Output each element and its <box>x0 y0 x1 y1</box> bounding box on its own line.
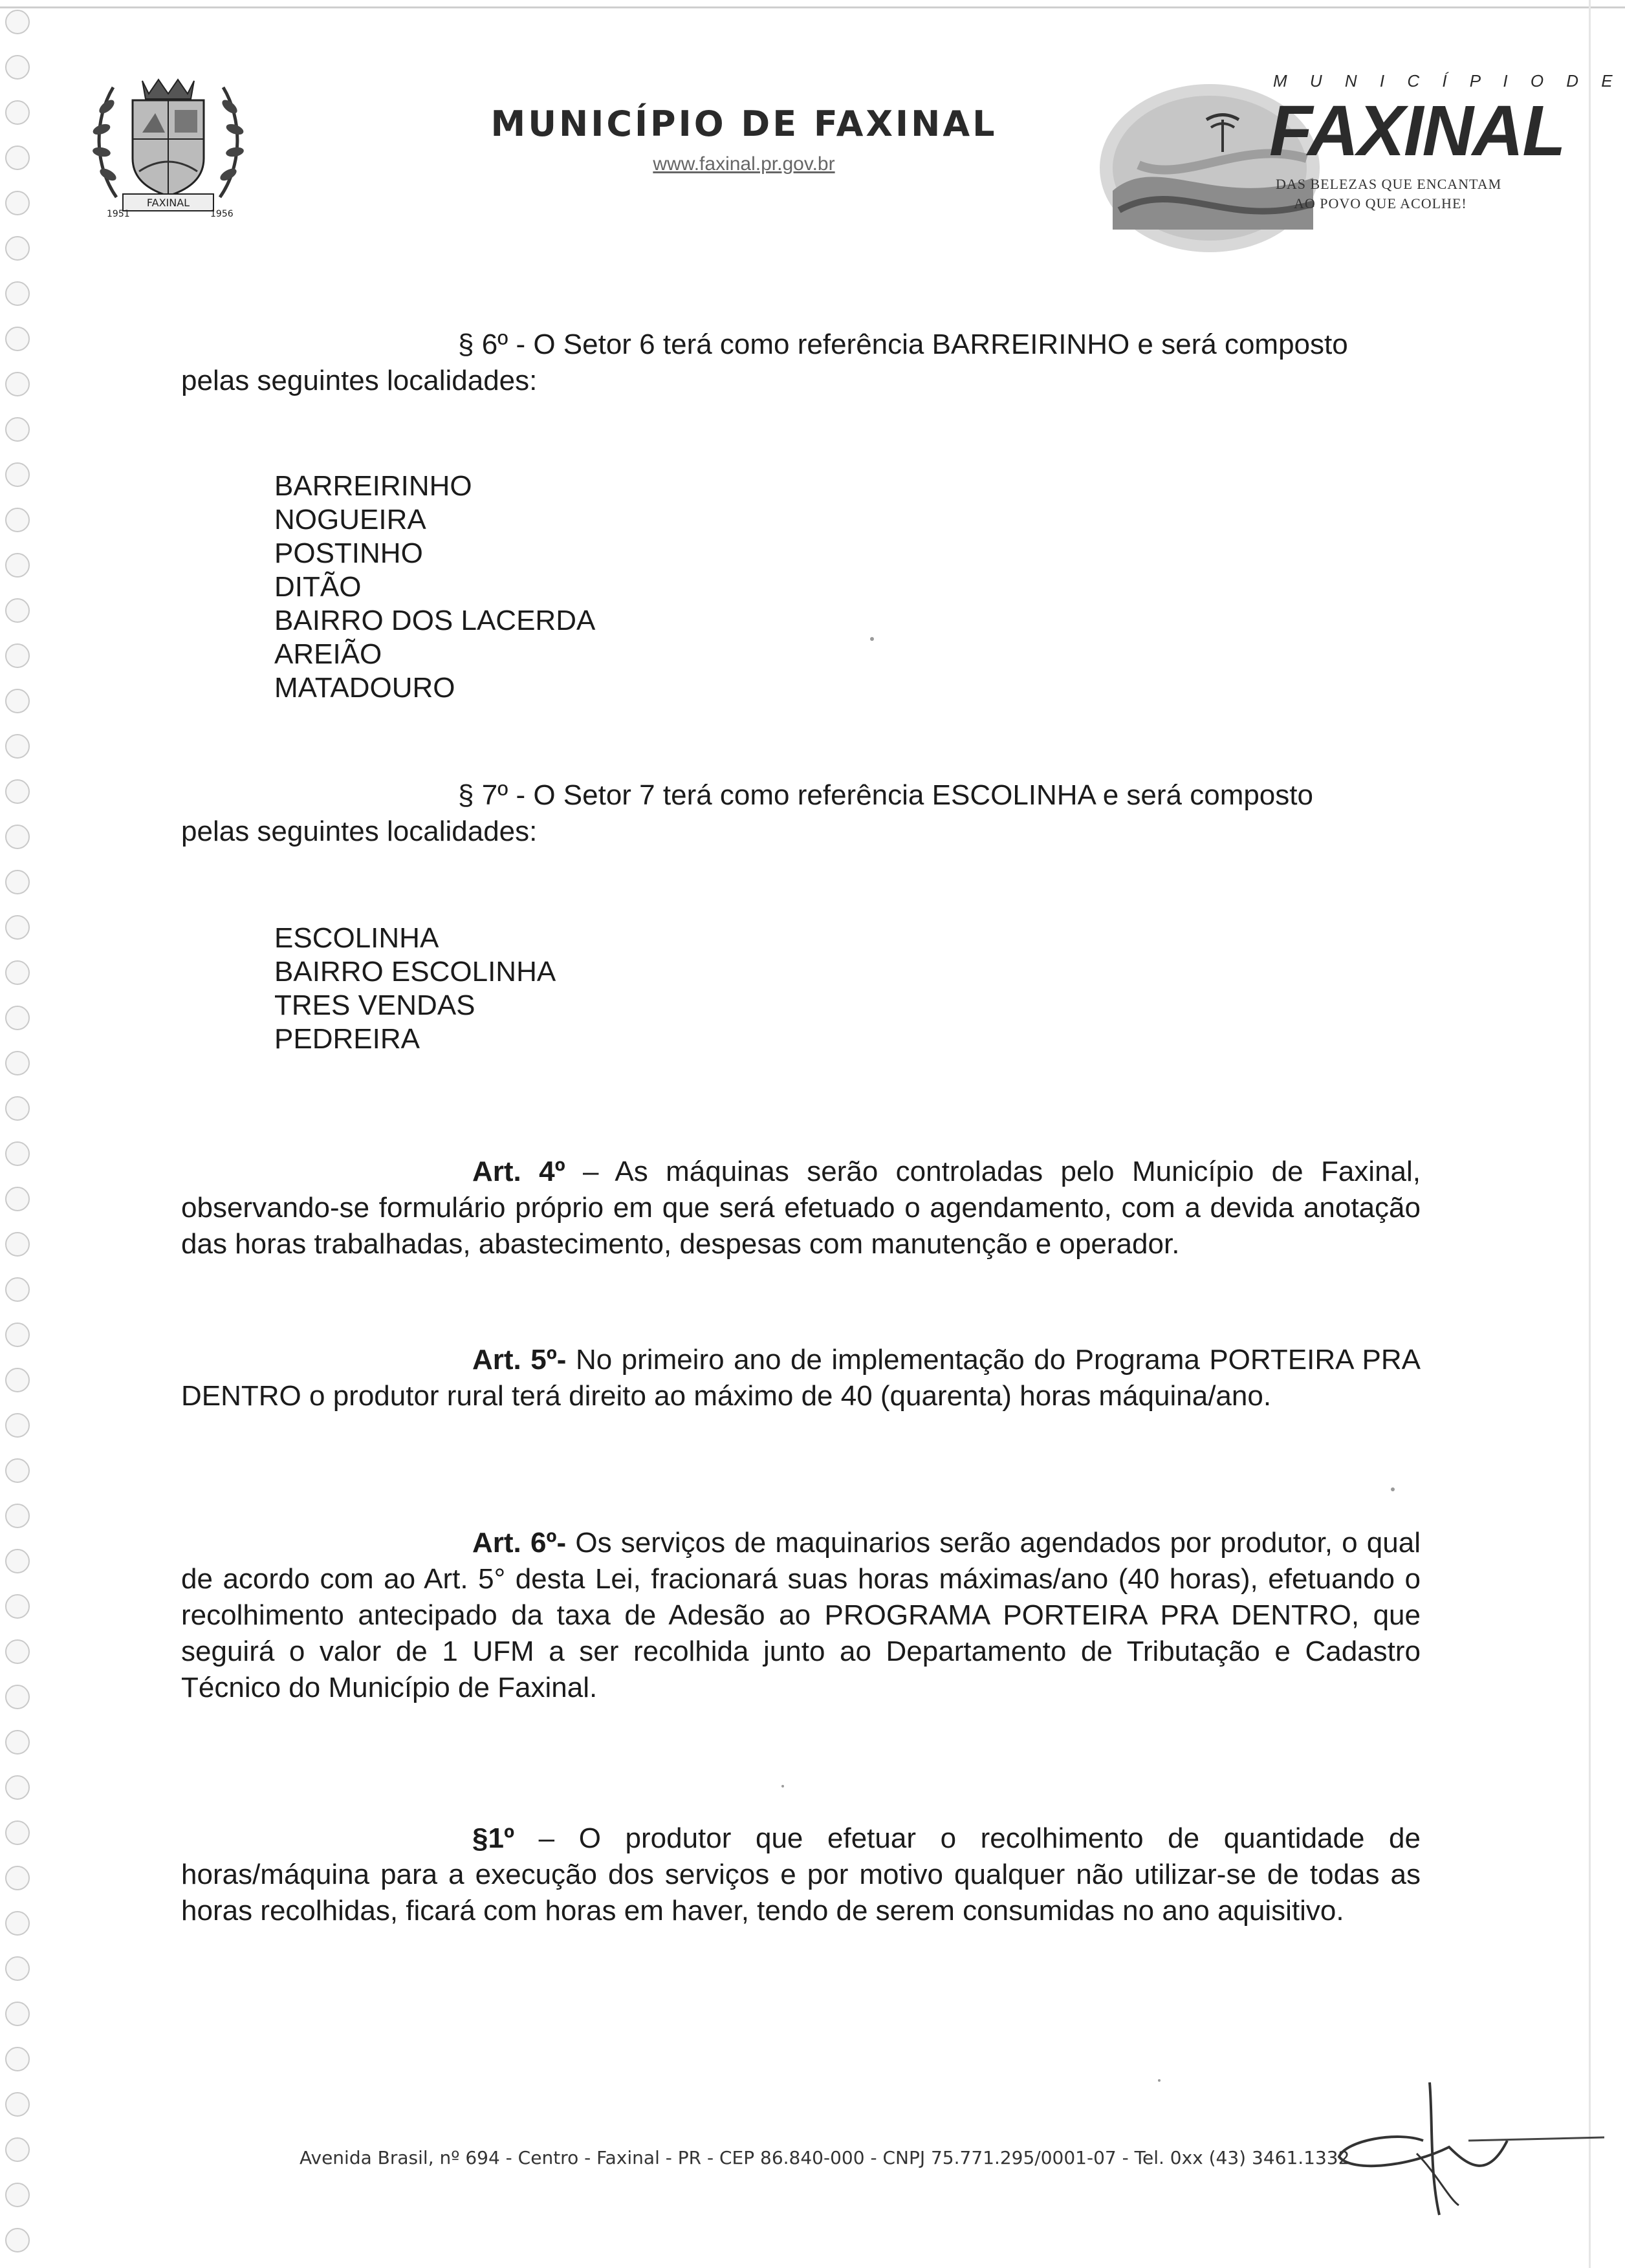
list-item: POSTINHO <box>274 537 423 569</box>
binder-hole <box>5 191 30 215</box>
article-6 <box>181 1525 1421 1706</box>
binder-hole <box>5 1368 30 1392</box>
binder-hole <box>5 960 30 985</box>
list-item: ESCOLINHA <box>274 922 439 954</box>
list-item: MATADOURO <box>274 672 455 704</box>
binder-hole <box>5 1232 30 1257</box>
binder-hole <box>5 1639 30 1664</box>
scan-speck <box>1158 2079 1161 2082</box>
sector-7-list <box>274 922 556 1056</box>
binder-hole <box>5 508 30 532</box>
binder-hole <box>5 1594 30 1619</box>
binder-hole <box>5 2183 30 2207</box>
paragraph-7-line2: pelas seguintes localidades: <box>181 815 538 847</box>
binder-hole <box>5 1051 30 1075</box>
binder-hole <box>5 553 30 578</box>
scan-top-edge <box>0 6 1625 8</box>
signature-icon <box>1320 2069 1604 2225</box>
coat-year-right: 1956 <box>210 209 234 219</box>
paragraph-1-label: §1º <box>472 1822 515 1854</box>
coat-year-left: 1951 <box>107 209 130 219</box>
binder-hole <box>5 1413 30 1438</box>
binder-hole <box>5 598 30 623</box>
binder-hole <box>5 10 30 34</box>
list-item: AREIÃO <box>274 638 382 670</box>
header <box>453 103 1035 175</box>
binder-hole <box>5 1549 30 1573</box>
scan-right-edge <box>1589 0 1591 2268</box>
binder-hole <box>5 825 30 849</box>
binder-hole <box>5 2047 30 2071</box>
scan-speck <box>870 637 874 641</box>
list-item: TRES VENDAS <box>274 989 475 1021</box>
binder-hole <box>5 643 30 668</box>
paragraph-6-line2: pelas seguintes localidades: <box>181 365 538 396</box>
article-5-text: No primeiro ano de implementação do Programa PORTEIRA PRA DENTRO o produtor rural terá direito ao máximo de 40 (quarenta) horas máquina/ano. <box>181 1344 1421 1412</box>
scan-speck <box>781 1785 784 1787</box>
binder-hole <box>5 1775 30 1800</box>
binder-hole <box>5 2137 30 2162</box>
binder-hole <box>5 1323 30 1347</box>
binder-hole <box>5 1911 30 1936</box>
binder-hole <box>5 236 30 261</box>
binder-hole <box>5 146 30 170</box>
binder-hole <box>5 1187 30 1211</box>
binder-hole <box>5 2002 30 2026</box>
header-url: www.faxinal.pr.gov.br <box>653 153 835 175</box>
logo-name: FAXINAL <box>1269 91 1565 171</box>
list-item: DITÃO <box>274 571 362 603</box>
sector-6-list <box>274 470 595 705</box>
header-title: MUNICÍPIO DE FAXINAL <box>490 103 998 144</box>
binder-hole <box>5 417 30 442</box>
binder-hole <box>5 100 30 125</box>
list-item: BAIRRO DOS LACERDA <box>274 605 596 636</box>
binder-hole <box>5 1006 30 1030</box>
list-item: NOGUEIRA <box>274 504 426 535</box>
paragraph-7-line1: § 7º - O Setor 7 terá como referência ESCOLINHA e será composto <box>458 779 1313 811</box>
coat-banner-text: FAXINAL <box>146 197 190 209</box>
binder-hole <box>5 870 30 894</box>
binder-hole <box>5 1141 30 1166</box>
binder-hole <box>5 2092 30 2117</box>
article-4 <box>181 1154 1421 1262</box>
paragraph-1 <box>181 1820 1421 1929</box>
logo-tagline-1: DAS BELEZAS QUE ENCANTAM <box>1276 176 1502 192</box>
article-4-text: – As máquinas serão controladas pelo Município de Faxinal, observando-se formulário próprio em que será efetuado o agendamento, com a devida anotação das horas trabalhadas, abastecimento, despesas com manutenção e operador. <box>181 1156 1421 1260</box>
paragraph-7 <box>181 777 1421 850</box>
paragraph-6-line1: § 6º - O Setor 6 terá como referência BARREIRINHO e será composto <box>458 329 1348 360</box>
binder-hole <box>5 779 30 804</box>
binder-holes <box>0 0 52 2268</box>
binder-hole <box>5 689 30 713</box>
binder-hole <box>5 1730 30 1755</box>
binder-hole <box>5 1820 30 1845</box>
binder-hole <box>5 1866 30 1890</box>
binder-hole <box>5 1504 30 1528</box>
binder-hole <box>5 55 30 80</box>
binder-hole <box>5 1956 30 1981</box>
binder-hole <box>5 1096 30 1121</box>
binder-hole <box>5 462 30 487</box>
coat-of-arms-icon <box>87 68 249 223</box>
article-6-text: Os serviços de maquinarios serão agendados por produtor, o qual de acordo com ao Art. 5° desta Lei, fracionará suas horas máximas/ano (40 horas), efetuando o recolhimento antecipado da taxa de Adesão ao PROGRAMA PORTEIRA PRA DENTRO, que seguirá o valor de 1 UFM a ser recolhida junto ao Departamento de Tributação e Cadastro Técnico do Município de Faxinal. <box>181 1527 1421 1703</box>
list-item: BAIRRO ESCOLINHA <box>274 956 556 988</box>
binder-hole <box>5 734 30 759</box>
scan-speck <box>1391 1487 1395 1491</box>
logo-subtitle: M U N I C Í P I O D E <box>1273 71 1622 91</box>
binder-hole <box>5 2228 30 2252</box>
article-5-label: Art. 5º- <box>472 1344 567 1376</box>
article-6-label: Art. 6º- <box>472 1527 567 1559</box>
article-5 <box>181 1342 1421 1414</box>
binder-hole <box>5 281 30 306</box>
article-4-label: Art. 4º <box>472 1156 565 1187</box>
binder-hole <box>5 1277 30 1302</box>
binder-hole <box>5 915 30 940</box>
paragraph-6 <box>181 327 1421 399</box>
footer-address: Avenida Brasil, nº 694 - Centro - Faxinal - PR - CEP 86.840-000 - CNPJ 75.771.295/0001-07 - Tel. 0xx (43) 3461.1332 <box>300 2147 1350 2168</box>
paragraph-1-text: – O produtor que efetuar o recolhimento de quantidade de horas/máquina para a execução dos serviços e por motivo qualquer não utilizar-se de todas as horas recolhidas, ficará com horas em haver, tendo de serem consumidas no ano aquisitivo. <box>181 1822 1421 1927</box>
list-item: BARREIRINHO <box>274 470 472 502</box>
binder-hole <box>5 372 30 396</box>
binder-hole <box>5 1458 30 1483</box>
binder-hole <box>5 327 30 351</box>
list-item: PEDREIRA <box>274 1023 420 1055</box>
logo-tagline-2: AO POVO QUE ACOLHE! <box>1294 195 1467 211</box>
binder-hole <box>5 1685 30 1709</box>
